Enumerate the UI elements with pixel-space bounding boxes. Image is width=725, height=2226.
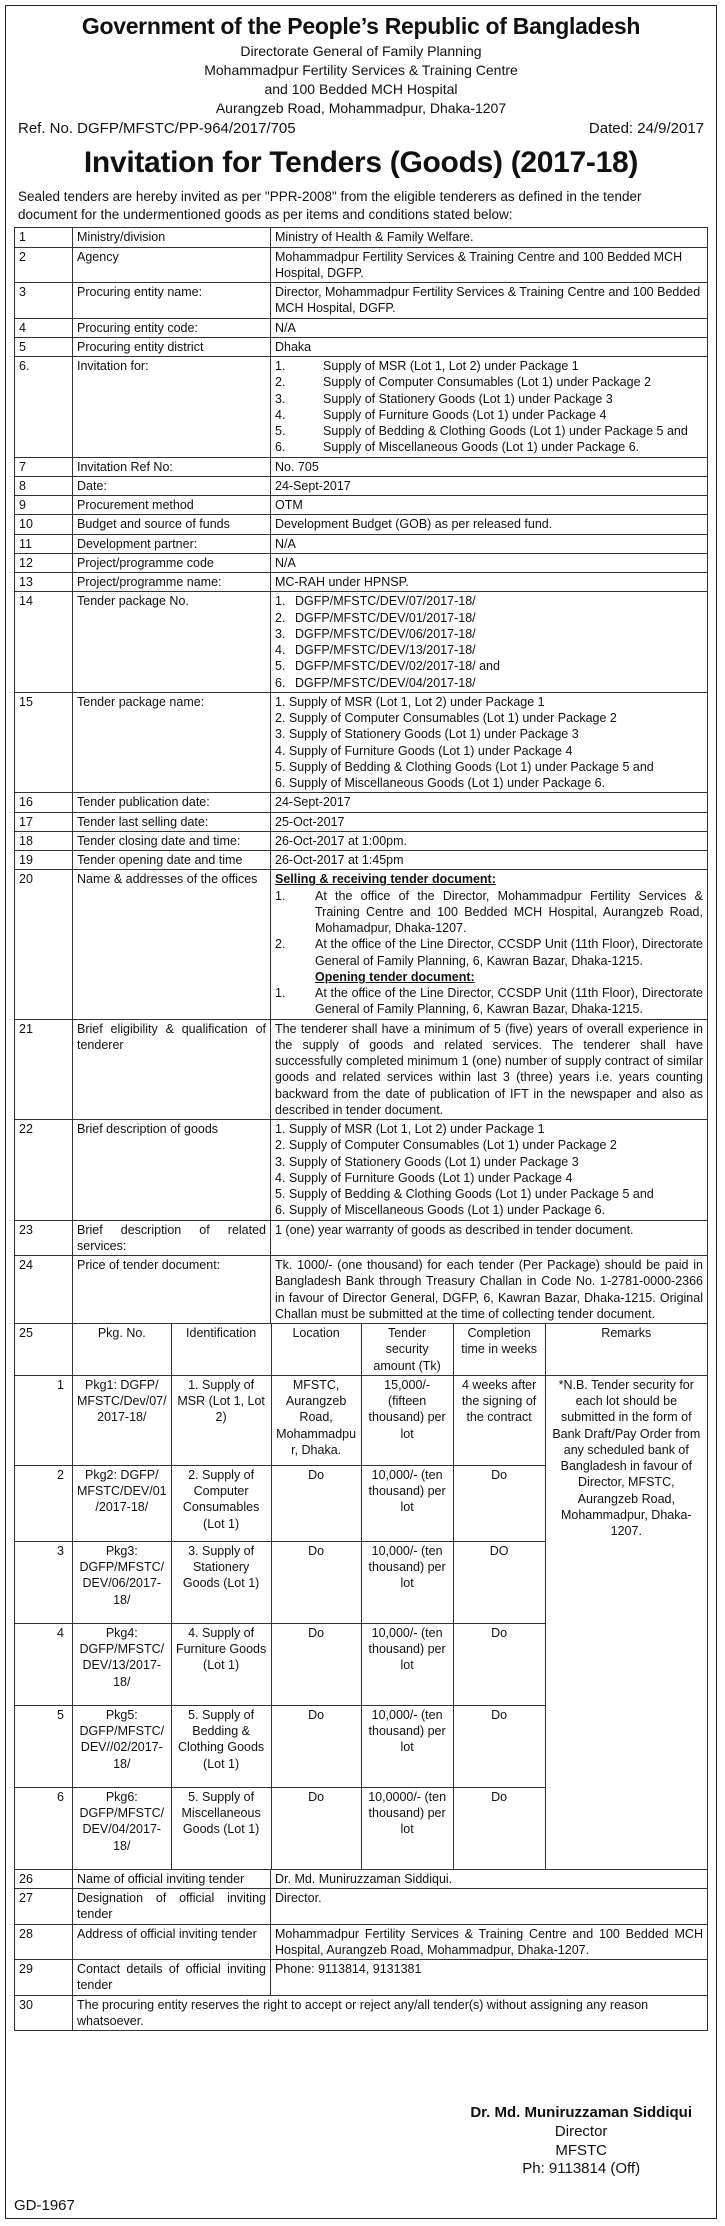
table-row: 27 Designation of official inviting tender Director.	[15, 1889, 708, 1925]
gd-code: GD-1967	[14, 2197, 75, 2214]
table-row: 15 Tender package name: 1. Supply of MSR (Lot 1, Lot 2) under Package 1 2. Supply of Computer Consumables (Lot 1) under Package 2 3. Supply of Stationery Goods (Lot 1) under Package 3 4. Supply of Furniture Goods (Lot 1) under Package 4 5. Supply of Bedding & Clothing Goods (Lot 1) under Package 5 and 6. Supply of Miscellaneous Goods (Lot 1) under Package 6.	[15, 692, 708, 793]
list-item: 5. Supply of Bedding & Clothing Goods (Lot 1) under Package 5 and	[275, 1187, 654, 1202]
column-header: Pkg. No.	[73, 1324, 172, 1376]
list-item: 4. Supply of Furniture Goods (Lot 1) under Package 4	[275, 1170, 573, 1185]
invitation-title: Invitation for Tenders (Goods) (2017-18)	[83, 145, 639, 179]
table-row: 24 Price of tender document: Tk. 1000/- (one thousand) for each tender (Per Package) should be paid in Bangladesh Bank through Treasury Challan in Code No. 1-2781-0000-2366 in favour of Director General, DGFP, 6, Kawran Bazar, Dhaka-1215. Original Challan must be submitted at the time of collecting tender document.	[15, 1256, 708, 1324]
table-row: 13 Project/programme name: MC-RAH under HPNSP.	[15, 573, 708, 592]
list-item: 4. DGFP/MFSTC/DEV/13/2017-18/	[275, 643, 476, 658]
list-item: 6. DGFP/MFSTC/DEV/04/2017-18/	[275, 675, 476, 690]
notice-header	[14, 12, 708, 117]
table-row: 11 Development partner: N/A	[15, 534, 708, 553]
reference-row	[14, 119, 708, 139]
opening-offices	[275, 985, 703, 1018]
list-item: 2. At the office of the Line Director, CCSDP Unit (11th Floor), Directorate General of Family Planning, 6, Kawran Bazar, Dhaka-1215.	[275, 937, 703, 968]
table-row: 6. Invitation for: 1. Supply of MSR (Lot 1, Lot 2) under Package 1 2. Supply of Computer Consumables (Lot 1) under Package 2 3. Supply of Stationery Goods (Lot 1) under Package 3 4. Supply of Furniture Goods (Lot 1) under Package 4 5. Supply of Bedding & Clothing Goods (Lot 1) under Package 5 and 6. Supply of Miscellaneous Goods (Lot 1) under Package 6.	[15, 357, 708, 458]
table-row: 28 Address of official inviting tender Mohammadpur Fertility Services & Training Centre and 100 Bedded MCH Hospital, Aurangzeb Road, Mohammadpur, Dhaka-1207.	[15, 1924, 708, 1960]
reference-number: Ref. No. DGFP/MFSTC/PP-964/2017/705	[18, 120, 296, 138]
list-item: 1. At the office of the Director, Mohammadpur Fertility Services & Training Centre and 100 Bedded MCH Hospital, Aurangzeb Road, Mohamadpur, Dhaka-1207.	[275, 888, 703, 936]
list-item: 2. Supply of Computer Consumables (Lot 1) under Package 2	[275, 375, 651, 390]
opening-heading: Opening tender document:	[315, 969, 475, 984]
remarks-cell: *N.B. Tender security for each lot should be submitted in the form of Bank Draft/Pay Order from any scheduled bank of Bangladesh in favour of Director, MFSTC, Aurangzeb Road, Mohammadpur, Dhaka-1207.	[545, 1375, 707, 1869]
table-header-row: 25 Pkg. No. Identification Location Tender security amount (Tk) Completion time in weeks Remarks	[15, 1324, 708, 1376]
list-item: 1. DGFP/MFSTC/DEV/07/2017-18/	[275, 594, 476, 609]
table-row: 1 Ministry/division Ministry of Health & Family Welfare.	[15, 228, 708, 247]
list-item: 2. DGFP/MFSTC/DEV/01/2017-18/	[275, 610, 476, 625]
column-header: Tender security amount (Tk)	[361, 1324, 453, 1376]
table-row: 14 Tender package No. 1. DGFP/MFSTC/DEV/07/2017-18/ 2. DGFP/MFSTC/DEV/01/2017-18/ 3. DGFP/MFSTC/DEV/06/2017-18/ 4. DGFP/MFSTC/DEV/13/2017-18/ 5. DGFP/MFSTC/DEV/02/2017-18/ and 6. DGFP/MFSTC/DEV/04/2017-18/	[15, 592, 708, 693]
list-item: 3. DGFP/MFSTC/DEV/06/2017-18/	[275, 626, 476, 641]
selling-heading: Selling & receiving tender document:	[275, 872, 496, 887]
table-row: 16 Tender publication date: 24-Sept-2017	[15, 793, 708, 812]
list-item: 6. Supply of Miscellaneous Goods (Lot 1) under Package 6.	[275, 440, 640, 455]
table-row: 9 Procurement method OTM	[15, 496, 708, 515]
list-item: 1. Supply of MSR (Lot 1, Lot 2) under Package 1	[275, 694, 545, 709]
table-row: 26 Name of official inviting tender Dr. Md. Muniruzzaman Siddiqui.	[15, 1869, 708, 1888]
list-item: 1. Supply of MSR (Lot 1, Lot 2) under Package 1	[275, 359, 579, 374]
tender-details-table	[14, 227, 708, 1324]
official-details-table	[14, 1869, 708, 2031]
table-row: 29 Contact details of official inviting tender Phone: 9113814, 9131381	[15, 1960, 708, 1996]
column-header: Location	[271, 1324, 361, 1376]
signature-block	[470, 2104, 692, 2179]
table-row: 5 Pkg5: DGFP/MFSTC/ DEV//02/2017- 18/ 5. Supply of Bedding & Clothing Goods (Lot 1) Do 10,000/- (ten thousand) per lot Do	[15, 1705, 708, 1787]
table-row: 12 Project/programme code N/A	[15, 553, 708, 572]
package-table	[14, 1323, 708, 1870]
table-row: 30 The procuring entity reserves the right to accept or reject any/all tender(s) without assigning any reason whatsoever.	[15, 1995, 708, 2031]
package-number-list	[275, 593, 703, 691]
list-item: 5. Supply of Bedding & Clothing Goods (Lot 1) under Package 5 and	[275, 424, 688, 439]
header-line: Aurangzeb Road, Mohammadpur, Dhaka-1207	[215, 99, 507, 116]
signatory-phone: Ph: 9113814 (Off)	[522, 2160, 641, 2178]
table-row: 21 Brief eligibility & qualification of tenderer The tenderer shall have a minimum of 5 (five) years of overall experience in the supply of goods and related services. The tenderer shall have successfully completed minimum 1 (one) number of supply contract of similar goods and related services within last 3 (three) years i.e. years counting backward from the date of publication of IFT in the newspaper and also as described in tender document.	[15, 1019, 708, 1120]
list-item: 2. Supply of Computer Consumables (Lot 1) under Package 2	[275, 711, 617, 726]
list-item: 4. Supply of Furniture Goods (Lot 1) under Package 4	[275, 407, 607, 422]
table-row: 10 Budget and source of funds Development Budget (GOB) as per released fund.	[15, 515, 708, 534]
list-item: 5. DGFP/MFSTC/DEV/02/2017-18/ and	[275, 659, 500, 674]
list-item: 5. Supply of Bedding & Clothing Goods (Lot 1) under Package 5 and	[275, 759, 654, 774]
list-item: 3. Supply of Stationery Goods (Lot 1) under Package 3	[275, 1154, 579, 1169]
table-row: 4 Pkg4: DGFP/MFSTC/ DEV/13/2017- 18/ 4. Supply of Furniture Goods (Lot 1) Do 10,000/- (ten thousand) per lot Do	[15, 1623, 708, 1705]
list-item: 1. At the office of the Line Director, CCSDP Unit (11th Floor), Directorate General of Family Planning, 6, Kawran Bazar, Dhaka-1215.	[275, 986, 703, 1017]
table-row: 18 Tender closing date and time: 26-Oct-2017 at 1:00pm.	[15, 831, 708, 850]
signatory-name: Dr. Md. Muniruzzaman Siddiqui	[470, 2104, 692, 2121]
table-row: 20 Name & addresses of the offices Selling & receiving tender document: 1. At the office of the Director, Mohammadpur Fertility Services & Training Centre and 100 Bedded MCH Hospital, Aurangzeb Road, Mohamadpur, Dhaka-1207. 2. At the office of the Line Director, CCSDP Unit (11th Floor), Directorate General of Family Planning, 6, Kawran Bazar, Dhaka-1215. Opening tender document: 1. At the office of the Line Director, CCSDP Unit (11th Floor), Directorate General of Family Planning, 6, Kawran Bazar, Dhaka-1215.	[15, 870, 708, 1019]
table-row: 3 Pkg3: DGFP/MFSTC/ DEV/06/2017- 18/ 3. Supply of Stationery Goods (Lot 1) Do 10,000/- (ten thousand) per lot DO	[15, 1541, 708, 1623]
column-header: Completion time in weeks	[453, 1324, 545, 1376]
list-item: 3. Supply of Stationery Goods (Lot 1) under Package 3	[275, 727, 579, 742]
invitation-list	[275, 358, 703, 456]
table-row: 8 Date: 24-Sept-2017	[15, 476, 708, 495]
header-line: Directorate General of Family Planning	[240, 42, 482, 59]
table-row: 6 Pkg6: DGFP/MFSTC/ DEV/04/2017- 18/ 5. Supply of Miscellaneous Goods (Lot 1) Do 10,0000/- (ten thousand) per lot Do	[15, 1787, 708, 1869]
signatory-designation: Director	[554, 2122, 608, 2140]
signatory-office: MFSTC	[555, 2141, 607, 2159]
list-item: 2. Supply of Computer Consumables (Lot 1) under Package 2	[275, 1138, 617, 1153]
table-row: 2 Agency Mohammadpur Fertility Services & Training Centre and 100 Bedded MCH Hospital, DGFP.	[15, 247, 708, 283]
government-title: Government of the People’s Republic of Bangladesh	[81, 13, 641, 39]
list-item: 6. Supply of Miscellaneous Goods (Lot 1) under Package 6.	[275, 1203, 606, 1218]
selling-offices	[275, 888, 703, 969]
list-item: 4. Supply of Furniture Goods (Lot 1) under Package 4	[275, 743, 573, 758]
table-row: 5 Procuring entity district Dhaka	[15, 337, 708, 356]
dated: Dated: 24/9/2017	[588, 120, 704, 138]
header-line: Mohammadpur Fertility Services & Training Centre	[204, 61, 518, 78]
table-row: 22 Brief description of goods 1. Supply of MSR (Lot 1, Lot 2) under Package 1 2. Supply of Computer Consumables (Lot 1) under Package 2 3. Supply of Stationery Goods (Lot 1) under Package 3 4. Supply of Furniture Goods (Lot 1) under Package 4 5. Supply of Bedding & Clothing Goods (Lot 1) under Package 5 and 6. Supply of Miscellaneous Goods (Lot 1) under Package 6.	[15, 1120, 708, 1221]
list-item: 3. Supply of Stationery Goods (Lot 1) under Package 3	[275, 391, 613, 406]
list-item: 6. Supply of Miscellaneous Goods (Lot 1) under Package 6.	[275, 776, 606, 791]
column-header: Identification	[171, 1324, 271, 1376]
table-row: 4 Procuring entity code: N/A	[15, 318, 708, 337]
table-row: 1 Pkg1: DGFP/ MFSTC/Dev/07/ 2017-18/ 1. Supply of MSR (Lot 1, Lot 2) MFSTC, Aurangzeb Road, Mohammadpu r, Dhaka. 15,000/- (fifteen thousand) per lot 4 weeks after the signing of the contract *N.B. Tender security for each lot should be submitted in the form of Bank Draft/Pay Order from any scheduled bank of Bangladesh in favour of Director, MFSTC, Aurangzeb Road, Mohammadpur, Dhaka-1207.	[15, 1375, 708, 1465]
table-row: 3 Procuring entity name: Director, Mohammadpur Fertility Services & Training Centre and 100 Bedded MCH Hospital, DGFP.	[15, 283, 708, 319]
table-row: 7 Invitation Ref No: No. 705	[15, 457, 708, 476]
table-row: 19 Tender opening date and time 26-Oct-2017 at 1:45pm	[15, 851, 708, 870]
table-row: 23 Brief description of related services: 1 (one) year warranty of goods as described in tender document.	[15, 1220, 708, 1256]
table-row: 2 Pkg2: DGFP/ MFSTC/DEV/01 /2017-18/ 2. Supply of Computer Consumables (Lot 1) Do 10,000/- (ten thousand) per lot Do	[15, 1465, 708, 1541]
table-row: 17 Tender last selling date: 25-Oct-2017	[15, 812, 708, 831]
list-item: 1. Supply of MSR (Lot 1, Lot 2) under Package 1	[275, 1122, 545, 1137]
intro-paragraph: Sealed tenders are hereby invited as per "PPR-2008" from the eligible tenderers as defined in the tender document for the undermentioned goods as per items and conditions stated below:	[18, 188, 642, 223]
tender-notice	[5, 5, 717, 2219]
column-header: Remarks	[545, 1324, 707, 1376]
header-line: and 100 Bedded MCH Hospital	[264, 80, 458, 97]
